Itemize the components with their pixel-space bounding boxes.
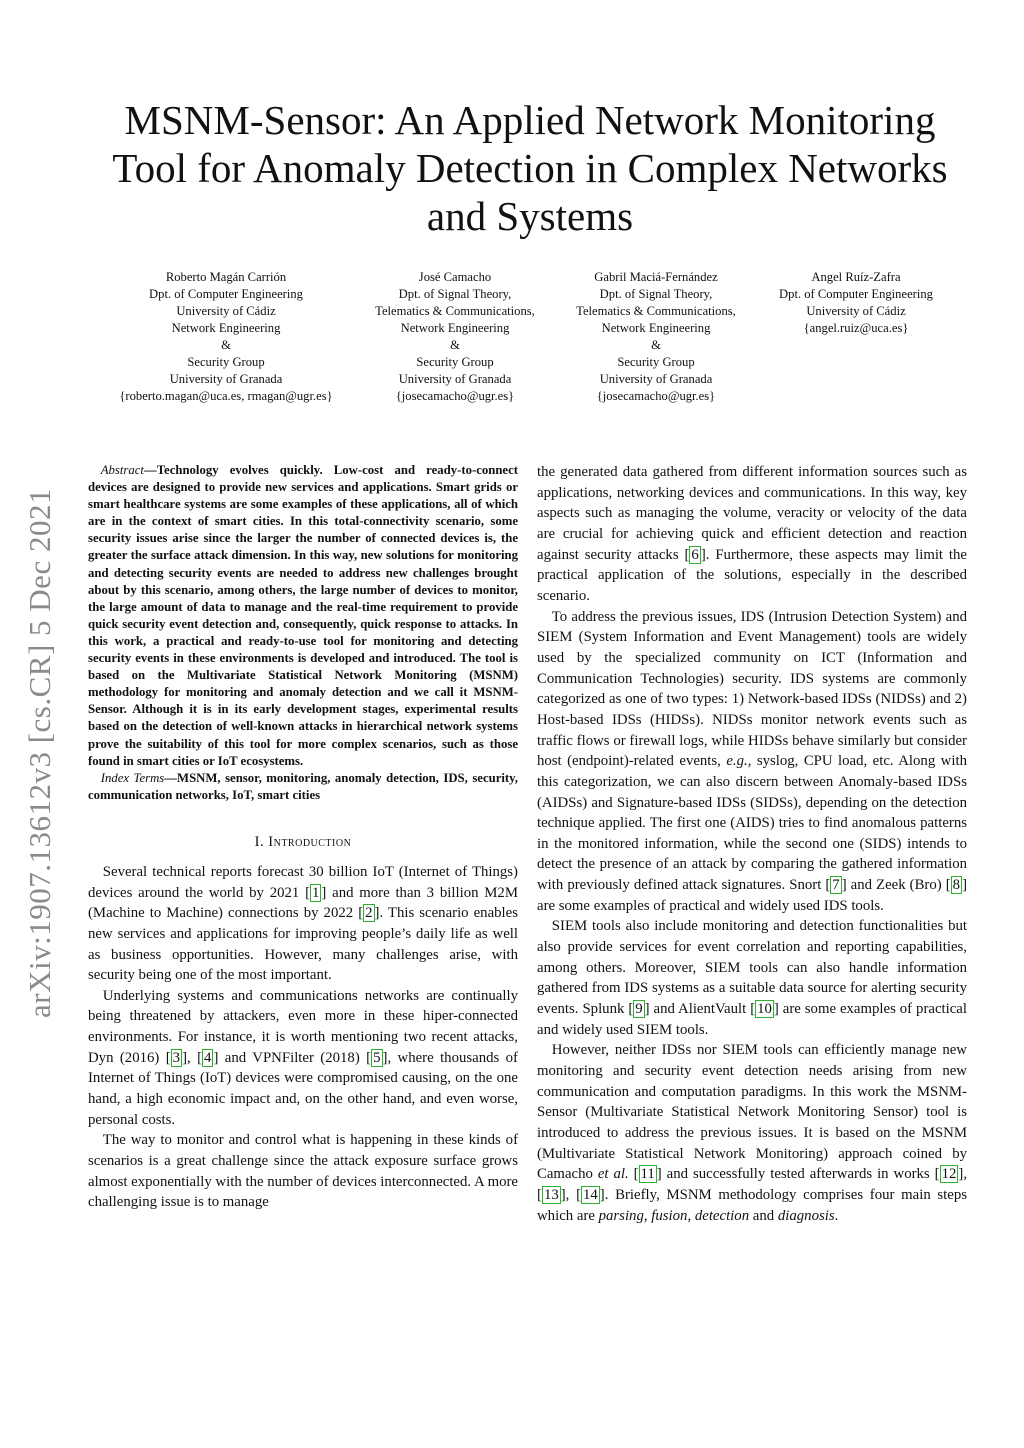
citation-link[interactable]: 6 [691, 546, 699, 563]
text-run: However, neither IDSs nor SIEM tools can efficiently manage new monitoring and security event detection needs arising from new communication and computation paradigms. In this work the MSNM-Sensor (Multivariate Statistical Network Monitoring Sensor) tool is introduced to address the previous issues. It is based on the MSNM (Multivariate Statistical Network Monitoring) approach coined by Camacho [537, 1042, 967, 1183]
text-run: and more than 3 billion M2M (Machine to Machine) connections by 2022 [88, 884, 518, 922]
paper-title [60, 96, 1000, 240]
section-title: Introduction [268, 833, 352, 850]
author-affiliation: University of Cádiz [176, 304, 276, 318]
author-affiliation: & [651, 338, 661, 352]
text-run: . This scenario enables new services and applications for improving people’s daily life as well as business opportunities. However, many challenges arise, with security being one of the most important. [88, 905, 518, 984]
arxiv-stamp [22, 460, 58, 1045]
author-affiliation: Network Engineering [601, 321, 711, 335]
title-line-3: and Systems [426, 193, 634, 239]
author-email: {roberto.magan@uca.es, rmagan@ugr.es} [119, 389, 333, 403]
author-name: Angel Ruíz-Zafra [811, 270, 901, 284]
author-affiliation: Dpt. of Signal Theory, [398, 287, 512, 301]
text-run: detection [694, 1207, 750, 1224]
text-run: and Zeek (Bro) [846, 877, 946, 894]
index-terms-text: MSNM, sensor, monitoring, anomaly detection, IDS, security, communication networks, IoT, smart cities [88, 770, 518, 802]
citation-link[interactable]: 8 [952, 877, 961, 894]
text-run: Underlying systems and communications networks are continually being threatened by attackers, even more in these hiper-connected environments. For instance, it is worth mentioning two recent attacks, Dyn (2016) [88, 987, 518, 1066]
text-run: and AlientVault [649, 1001, 751, 1018]
right-column [537, 462, 967, 1226]
author-affiliation: Telematics & Communications, [576, 304, 736, 318]
author-email: {josecamacho@ugr.es} [395, 389, 515, 403]
abstract-text: Technology evolves quickly. Low-cost and ready-to-connect devices are designed to provide new services and applications. Smart grids or smart healthcare systems are some examples of these applications, all of which are in the context of smart cities. In this total-connectivity scenario, some security issues arise since the larger the number of connected devices is, the greater the surface attack dimension. In this way, new solutions for monitoring and detecting security events are needed to address new challenges brought about by this scenario, among others, the large number of devices to monitor, the large amount of data to manage and the real-time requirement to provide quick security event detection and, consequently, quick response to attacks. In this work, a practical and ready-to-use tool for monitoring and detecting security events in these environments is developed and introduced. The tool is based on the Multivariate Statistical Network Monitoring (MSNM) methodology for monitoring and anomaly detection and we call it MSNM-Sensor. Although it is in its early development stages, experimental results based on the detection of well-known attacks in hierarchical network systems prove the suitability of this tool for more complex scenarios, such as those found in smart cities or IoT ecosystems. [88, 463, 518, 768]
author-affiliation: University of Cádiz [806, 304, 906, 318]
citation-link[interactable]: 7 [832, 877, 840, 894]
left-column [88, 462, 518, 1213]
text-run: and [749, 1207, 778, 1224]
index-terms [88, 770, 518, 804]
text-run: are some examples of practical and widely used IDS tools. [537, 897, 884, 914]
text-run: the generated data gathered from different information sources such as applications, networking devices and communications. In this way, key aspects such as managing the volume, veracity or velocity of the data are crucial for achieving quick and efficient detection and reaction against security attacks [537, 464, 967, 563]
body-paragraph-3: The way to monitor and control what is happening in these kinds of scenarios is a great challenge since the attack exposure surface grows almost exponentially with the number of devices interconnected. A more challenging issue is to manage [88, 1132, 518, 1211]
text-run: , [643, 1207, 652, 1224]
abstract [88, 462, 518, 770]
author-email: {angel.ruiz@uca.es} [803, 321, 909, 335]
body-paragraph-4: the generated data gathered from different information sources such as applications, networking devices and communications. In this way, key aspects such as managing the volume, veracity or velocity of the data are crucial for achieving quick and efficient detection and reaction against security attacks [ 6 ]. Furthermore, these aspects may limit the practical application of the solutions, especially in the described scenario. [537, 464, 967, 604]
text-run: . [834, 1207, 839, 1224]
text-run: , [565, 1186, 577, 1203]
citation-link[interactable]: 9 [635, 1001, 643, 1018]
author-email: {josecamacho@ugr.es} [596, 389, 716, 403]
author-affiliation: Dpt. of Computer Engineering [149, 287, 303, 301]
author-affiliation: University of Granada [398, 372, 512, 386]
body-paragraph-5: To address the previous issues, IDS (Intrusion Detection System) and SIEM (System Information and Event Management) tools are widely used by the specialized community on ICT (Information and Communication Technologies) security. IDS systems are commonly categorized as one of two types: 1) Network-based IDSs (NIDSs) and 2) Host-based IDSs (HIDSs). NIDSs monitor network events such as traffic flows or firewall logs, while HIDSs behave similarly but consider host (endpoint)-related events, e.g., syslog, CPU load, etc. Along with this categorization, we can also discern between Anomaly-based IDSs (AIDSs) and Signature-based IDSs (SIDSs), depending on the detection technique applied. The first one (AIDS) tries to find anomalous patterns in the monitored information, while the second one (SIDS) intends to detect the presence of an attack by comparing the gathered information with previously defined attack signatures. Snort [ 7 ] and Zeek (Bro) [ 8 ] are some examples of practical and widely used IDS tools. [537, 608, 967, 914]
body-paragraph-6: SIEM tools also include monitoring and detection functionalities but also provide services for event correlation and reporting capabilities, among others. Moreover, SIEM tools can also handle information gathered from IDS systems as a suitable data source for alerting security events. Splunk [ 9 ] and AlientVault [ 10 ] are some examples of practical and widely used SIEM tools. [537, 918, 967, 1038]
author-4 [726, 269, 986, 337]
section-heading-introduction [88, 832, 518, 852]
citation-link[interactable]: 1 [312, 884, 320, 901]
author-affiliation: & [221, 338, 231, 352]
citation-link[interactable]: 10 [757, 1001, 772, 1018]
text-run: parsing [598, 1207, 644, 1224]
text-run: Several technical reports forecast 30 billion IoT (Internet of Things) devices around the world by 2021 [88, 863, 518, 901]
index-terms-dash: — [164, 770, 178, 785]
author-affiliation: Dpt. of Signal Theory, [599, 287, 713, 301]
author-1 [96, 269, 356, 405]
citation-link[interactable]: 12 [941, 1166, 957, 1183]
body-paragraph-7: However, neither IDSs nor SIEM tools can efficiently manage new monitoring and security event detection needs arising from new communication and computation paradigms. In this work the MSNM-Sensor (Multivariate Statistical Network Monitoring Sensor) tool is introduced to address the previous issues. It is based on the MSNM (Multivariate Statistical Network Monitoring) approach coined by Camacho et al. [ 11 ] and successfully tested afterwards in works [ 12 ], [ 13 ], [ 14 ]. Briefly, MSNM methodology comprises four main steps which are parsing, fusion, detection and diagnosis. [537, 1042, 968, 1224]
author-affiliation: Security Group [617, 355, 695, 369]
abstract-label: Abstract [100, 463, 144, 477]
text-run: e.g. [726, 753, 748, 770]
title-line-1: MSNM-Sensor: An Applied Network Monitoring [124, 97, 936, 143]
author-affiliation: Network Engineering [171, 321, 281, 335]
text-run: et al. [597, 1166, 629, 1183]
text-run: To address the previous issues, IDS (Intrusion Detection System) and SIEM (System Information and Event Management) tools are widely used by the specialized community on ICT (Information and Communication Technologies) security. IDS systems are commonly categorized as one of two types: 1) Network-based IDSs (NIDSs) and 2) Host-based IDSs (HIDSs). NIDSs monitor network events such as traffic flows or firewall logs, while HIDSs behave similarly but consider host (endpoint)-related events, [537, 608, 967, 770]
citation-link[interactable]: 5 [373, 1049, 381, 1066]
author-name: Roberto Magán Carrión [165, 270, 287, 284]
author-name: José Camacho [418, 270, 492, 284]
text-run: and VPNFilter (2018) [218, 1049, 367, 1066]
text-run: , where thousands of Internet of Things (IoT) devices were compromised causing, on the one hand, a high economic impact and, on the other hand, and even worse, personal costs. [88, 1049, 518, 1128]
citation-link[interactable]: 4 [204, 1049, 212, 1066]
author-affiliation: Security Group [187, 355, 265, 369]
citation-link[interactable]: 3 [172, 1049, 181, 1066]
author-affiliation: Network Engineering [400, 321, 510, 335]
section-number: I. [254, 833, 265, 850]
text-run: are some examples of practical and widely used SIEM tools. [537, 1001, 967, 1038]
text-run: , [687, 1207, 695, 1224]
author-affiliation: University of Granada [169, 372, 283, 386]
citation-link[interactable]: 13 [543, 1186, 559, 1203]
author-block [0, 269, 1024, 414]
text-run: . Furthermore, these aspects may limit the practical application of the solutions, especially in the described scenario. [537, 546, 967, 604]
text-run: , [963, 1166, 968, 1183]
citation-link[interactable]: 2 [365, 905, 373, 922]
title-line-2: Tool for Anomaly Detection in Complex Networks [112, 145, 948, 191]
arxiv-stamp-text: arXiv:1907.13612v3 [cs.CR] 5 Dec 2021 [22, 487, 57, 1018]
author-affiliation: & [450, 338, 460, 352]
author-affiliation: Dpt. of Computer Engineering [779, 287, 933, 301]
citation-link[interactable]: 11 [640, 1166, 655, 1183]
citation-link[interactable]: 14 [583, 1186, 598, 1203]
text-run: , syslog, CPU load, etc. Along with this categorization, we can also discern between Anomaly-based IDSs (AIDSs) and Signature-based IDSs (SIDSs), depending on the detection technique applied. The first one (AIDS) tries to find anomalous patterns in the monitored information, while the second one (SIDS) intends to detect the presence of an attack by comparing the gathered information with previously defined attack signatures. Snort [537, 753, 967, 894]
text-run: fusion [651, 1207, 688, 1224]
text-run [629, 1166, 634, 1182]
body-paragraph-1: Several technical reports forecast 30 billion IoT (Internet of Things) devices around the world by 2021 [ 1 ] and more than 3 billion M2M (Machine to Machine) connections by 2022 [ 2 ]. This scenario enables new services and applications for improving people’s daily life as well as business opportunities. However, many challenges arise, with security being one of the most important. [88, 863, 518, 984]
text-run: diagnosis [777, 1207, 835, 1224]
author-affiliation: Telematics & Communications, [375, 304, 535, 318]
text-run: . Briefly, MSNM methodology comprises four main steps which are [537, 1186, 968, 1224]
text-run: , [187, 1049, 198, 1066]
abstract-dash: — [143, 463, 157, 477]
text-run: SIEM tools also include monitoring and detection functionalities but also provide services for event correlation and reporting capabilities, among others. Moreover, SIEM tools can also handle information gathered from IDS systems as a suitable data source for alerting security events. Splunk [537, 918, 967, 1018]
body-paragraph-2: Underlying systems and communications networks are continually being threatened by attackers, even more in these hiper-connected environments. For instance, it is worth mentioning two recent attacks, Dyn (2016) [ 3 ], [ 4 ] and VPNFilter (2018) [ 5 ], where thousands of Internet of Things (IoT) devices were compromised causing, on the one hand, a high economic impact and, on the other hand, and even worse, personal costs. [88, 987, 518, 1128]
author-affiliation: University of Granada [599, 372, 713, 386]
index-terms-label: Index Terms [100, 770, 165, 785]
text-run: and successfully tested afterwards in works [661, 1166, 935, 1183]
author-name: Gabril Maciá-Fernández [594, 270, 718, 284]
author-affiliation: Security Group [416, 355, 494, 369]
